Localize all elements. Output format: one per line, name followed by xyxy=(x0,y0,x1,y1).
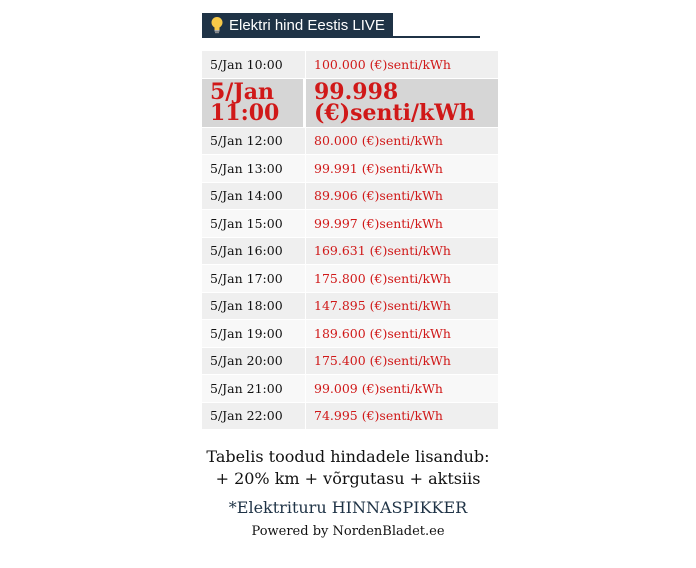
row-price: 99.998 (€)senti/kWh xyxy=(314,78,476,126)
table-row xyxy=(202,375,498,403)
row-time: 5/Jan 19:00 xyxy=(202,320,306,347)
row-price: 80.000 (€)senti/kWh xyxy=(314,133,443,149)
powered-by-text: Powered by NordenBladet.ee xyxy=(251,524,445,539)
row-price: 100.000 (€)senti/kWh xyxy=(314,56,451,72)
row-price: 175.400 (€)senti/kWh xyxy=(314,353,451,369)
table-row xyxy=(202,348,498,376)
widget-title: Elektri hind Eestis LIVE xyxy=(229,16,385,34)
row-price: 99.991 (€)senti/kWh xyxy=(314,160,443,176)
footer-note-line1: Tabelis toodud hindadele lisandub: xyxy=(206,447,490,466)
row-price: 89.906 (€)senti/kWh xyxy=(314,188,443,204)
table-row xyxy=(202,210,498,238)
lightbulb-icon xyxy=(210,16,224,34)
row-time: 5/Jan 16:00 xyxy=(202,238,306,265)
row-price: 147.895 (€)senti/kWh xyxy=(314,298,451,314)
hinnaspikker-link[interactable]: *Elektrituru HINNASPIKKER xyxy=(228,498,468,517)
row-price: 74.995 (€)senti/kWh xyxy=(314,408,443,424)
table-row xyxy=(202,155,498,183)
table-row xyxy=(202,128,498,156)
row-time: 5/Jan 18:00 xyxy=(202,293,306,320)
table-row xyxy=(202,293,498,321)
table-row-current xyxy=(202,79,498,128)
row-time: 5/Jan 13:00 xyxy=(202,155,306,182)
table-row xyxy=(202,51,498,79)
row-time: 5/Jan 14:00 xyxy=(202,183,306,210)
header-underline xyxy=(202,36,480,38)
row-price: 99.997 (€)senti/kWh xyxy=(314,215,443,231)
widget-header xyxy=(202,13,480,37)
table-row xyxy=(202,238,498,266)
row-time: 5/Jan 17:00 xyxy=(202,265,306,292)
row-time: 5/Jan 12:00 xyxy=(202,128,306,155)
row-time: 5/Jan 20:00 xyxy=(202,348,306,375)
row-time: 5/Jan 21:00 xyxy=(202,375,306,402)
row-price: 175.800 (€)senti/kWh xyxy=(314,270,451,286)
table-row xyxy=(202,320,498,348)
footer-note-line2: + 20% km + võrgutasu + aktsiis xyxy=(215,469,481,488)
table-row xyxy=(202,183,498,211)
widget-title-tab xyxy=(202,13,393,37)
row-time: 5/Jan 11:00 xyxy=(202,79,306,127)
row-time: 5/Jan 10:00 xyxy=(202,51,306,78)
row-price: 169.631 (€)senti/kWh xyxy=(314,243,451,259)
price-table xyxy=(202,51,498,430)
row-time: 5/Jan 22:00 xyxy=(202,403,306,430)
row-price: 99.009 (€)senti/kWh xyxy=(314,380,443,396)
table-row xyxy=(202,403,498,431)
row-price: 189.600 (€)senti/kWh xyxy=(314,325,451,341)
table-row xyxy=(202,265,498,293)
row-time: 5/Jan 15:00 xyxy=(202,210,306,237)
